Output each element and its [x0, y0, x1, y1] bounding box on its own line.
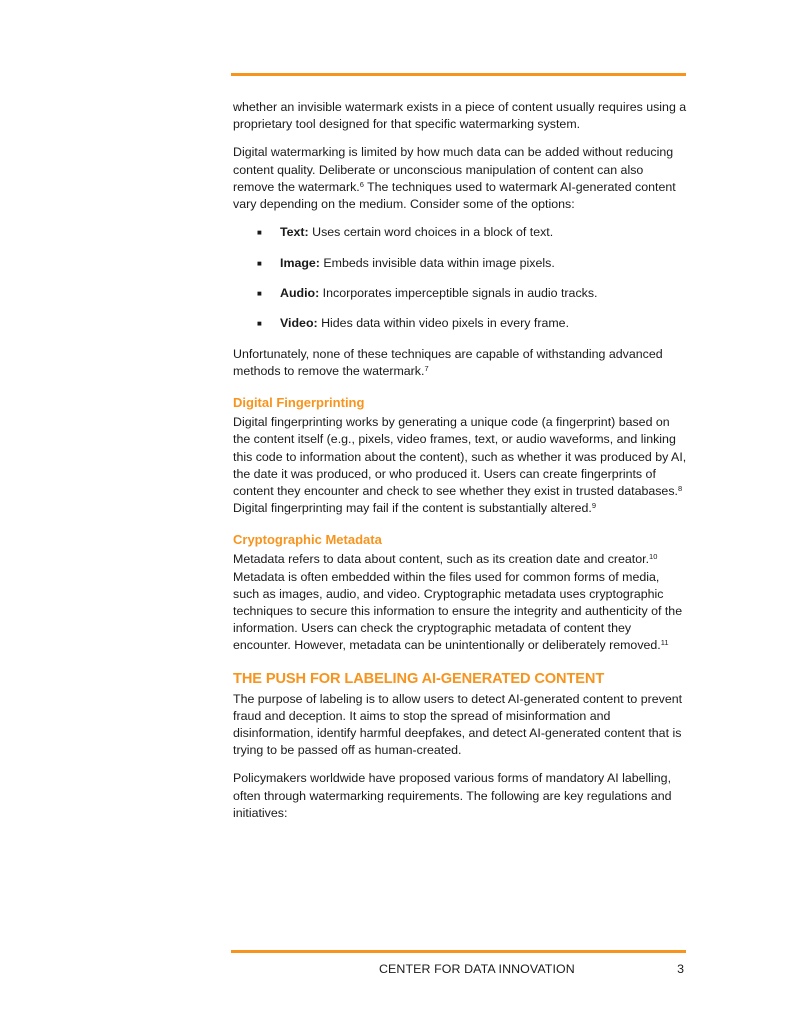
footer-rule	[231, 950, 686, 953]
fingerprinting-paragraph	[233, 414, 688, 517]
footnote-ref[interactable]: 10	[649, 552, 658, 562]
fingerprinting-heading: Digital Fingerprinting	[233, 395, 365, 411]
page-footer	[231, 962, 686, 978]
footnote-ref[interactable]: 7	[424, 363, 429, 373]
body-content	[233, 99, 688, 833]
option-desc: Hides data within video pixels in every frame.	[317, 316, 570, 331]
watermark-paragraph	[233, 144, 688, 213]
option-desc: Embeds invisible data within image pixels.	[319, 255, 555, 270]
metadata-text: Metadata refers to data about content, such as its creation date and creator.	[233, 552, 650, 567]
option-term: Image:	[280, 255, 320, 270]
option-desc: Uses certain word choices in a block of text.	[308, 225, 554, 240]
metadata-text-2: Metadata is often embedded within the files used for common forms of media, such as images, audio, and video. Cryptographic metadata uses cryptographic techniques to secure this information to ensure the integrity and authenticity of the information. Users can check the cryptographic metadata of content they encounter. However, metadata can be unintentionally or deliberately removed.	[233, 569, 683, 653]
watermark-options-list	[233, 224, 688, 332]
option-term: Audio:	[280, 286, 320, 300]
footnote-ref[interactable]: 6	[359, 179, 364, 189]
labeling-paragraph-1: The purpose of labeling is to allow users to detect AI-generated content to prevent fraud and deception. It aims to stop the spread of misinformation and disinformation, identify harmful deepfakes, and detect AI-generated content that is trying to be passed off as human-created.	[233, 691, 683, 758]
page-number: 3	[677, 962, 684, 976]
bullet-square-icon: ■	[257, 289, 262, 298]
footer-org: CENTER FOR DATA INNOVATION	[379, 962, 575, 976]
footnote-ref[interactable]: 9	[591, 501, 596, 511]
bullet-square-icon: ■	[257, 258, 262, 268]
watermark-text-2: The techniques used to watermark AI-generated content vary depending on the medium. Consider some of the options:	[233, 179, 676, 212]
bullet-square-icon: ■	[257, 319, 262, 329]
labeling-paragraph-2: Policymakers worldwide have proposed various forms of mandatory AI labelling, often through watermarking requirements. The following are key regulations and initiatives:	[233, 771, 672, 820]
unfortunately-paragraph	[233, 346, 688, 380]
metadata-heading: Cryptographic Metadata	[233, 532, 382, 548]
watermark-text: Digital watermarking is limited by how much data can be added without reducing content quality. Deliberate or unconscious manipulation of content can also remove the watermark.	[233, 145, 674, 194]
list-item	[257, 315, 688, 332]
option-term: Text:	[280, 225, 309, 240]
list-item	[257, 255, 688, 272]
fingerprinting-text-2: Digital fingerprinting may fail if the content is substantially altered.	[233, 501, 592, 516]
option-term: Video:	[280, 316, 318, 331]
unfortunately-text: Unfortunately, none of these techniques are capable of withstanding advanced methods to remove the watermark.	[233, 346, 663, 378]
header-rule	[231, 73, 686, 76]
option-desc: Incorporates imperceptible signals in audio tracks.	[319, 286, 598, 300]
labeling-heading: THE PUSH FOR LABELING AI-GENERATED CONTENT	[233, 670, 605, 687]
list-item	[257, 285, 688, 302]
bullet-square-icon: ■	[257, 228, 262, 238]
metadata-paragraph	[233, 551, 688, 654]
footnote-ref[interactable]: 11	[660, 638, 669, 648]
footnote-ref[interactable]: 8	[677, 484, 683, 493]
list-item	[257, 224, 688, 241]
fingerprinting-text: Digital fingerprinting works by generating a unique code (a fingerprint) based on the content itself (e.g., pixels, video frames, text, or audio waveforms, and linking this code to information about the content), such as whether it was produced by AI, the date it was produced, or who produced it. Users can create fingerprints of content they encounter and check to see whether they exist in trusted databases.	[233, 415, 687, 498]
intro-continuation: whether an invisible watermark exists in a piece of content usually requires using a proprietary tool designed for that specific watermarking system.	[233, 100, 687, 132]
